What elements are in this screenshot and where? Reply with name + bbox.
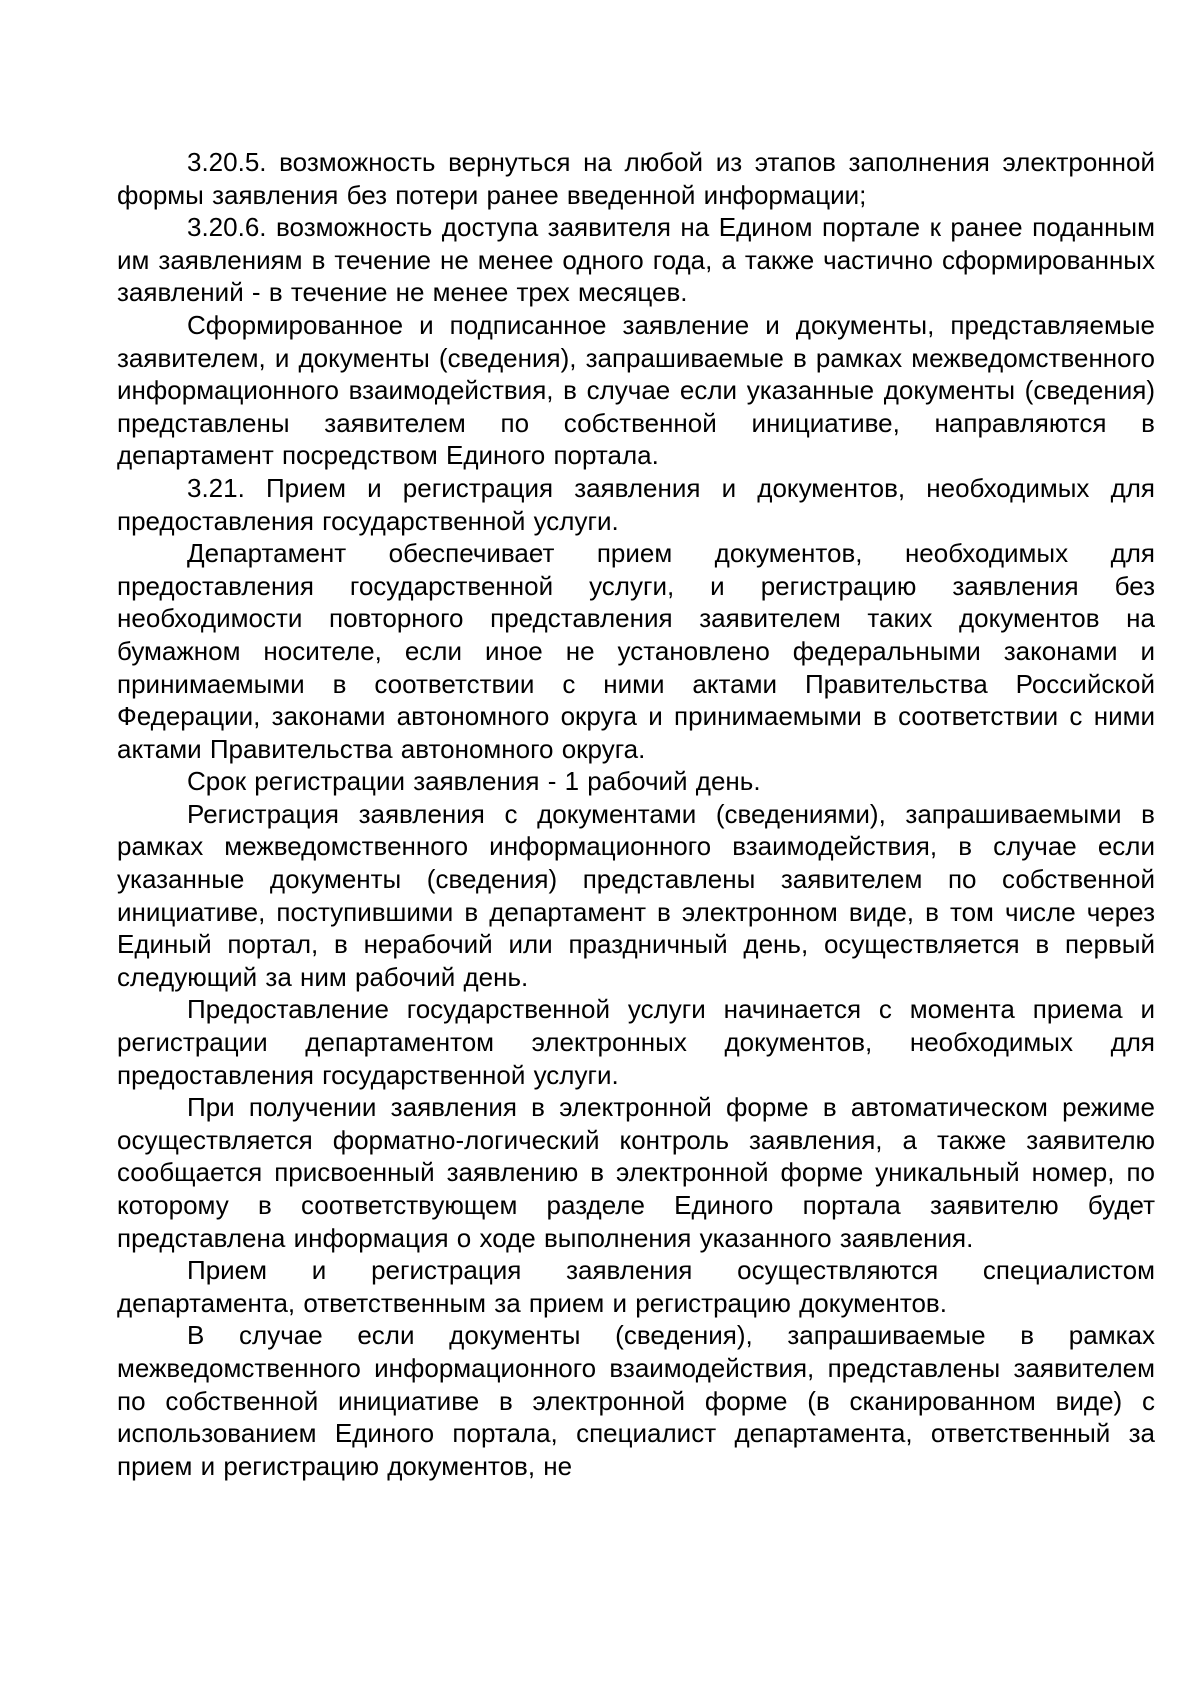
paragraph-format-control: При получении заявления в электронной форме в автоматическом режиме осуществляется форматно-логический контроль заявления, а также заявителю сообщается присвоенный заявлению в электронной форме уникальный номер, по которому в соответствующем разделе Единого портала заявителю будет представлена информация о ходе выполнения указанного заявления. xyxy=(117,1092,1155,1253)
paragraph-submission: Сформированное и подписанное заявление и документы, представляемые заявителем, и документы (сведения), запрашиваемые в рамках межведомственного информационного взаимодействия, в случае если указанные документы (сведения) представлены заявителем по собственной инициативе, направляются в департамент посредством Единого портала. xyxy=(117,309,1155,471)
paragraph-department-reception: Департамент обеспечивает прием документов, необходимых для предоставления государственной услуги, и регистрацию заявления без необходимости повторного представления заявителем таких документов на бумажном носителе, если иное не установлено федеральными законами и принимаемыми в соответствии с ними актами Правительства Российской Федерации, законами автономного округа и принимаемыми в соответствии с ними актами Правительства автономного округа. xyxy=(117,538,1155,764)
paragraph-service-start: Предоставление государственной услуги начинается с момента приема и регистрации департаментом электронных документов, необходимых для предоставления государственной услуги. xyxy=(117,994,1155,1090)
paragraph-registration-holiday: Регистрация заявления с документами (сведениями), запрашиваемыми в рамках межведомственного информационного взаимодействия, в случае если указанные документы (сведения) представлены заявителем по собственной инициативе, поступившими в департамент в электронном виде, в том числе через Единый портал, в нерабочий или праздничный день, осуществляется в первый следующий за ним рабочий день. xyxy=(117,798,1155,992)
paragraph-3-21: 3.21. Прием и регистрация заявления и документов, необходимых для предоставления государственной услуги. xyxy=(117,472,1155,536)
paragraph-3-20-5: 3.20.5. возможность вернуться на любой из этапов заполнения электронной формы заявления без потери ранее введенной информации; xyxy=(117,147,1155,210)
paragraph-scanned-documents: В случае если документы (сведения), запрашиваемые в рамках межведомственного информационного взаимодействия, представлены заявителем по собственной инициативе в электронной форме (в сканированном виде) с использованием Единого портала, специалист департамента, ответственный за прием и регистрацию документов, не xyxy=(117,1320,1155,1481)
document-page xyxy=(117,146,1155,1482)
paragraph-specialist: Прием и регистрация заявления осуществляются специалистом департамента, ответственным за прием и регистрацию документов. xyxy=(117,1255,1155,1318)
paragraph-3-20-6: 3.20.6. возможность доступа заявителя на Едином портале к ранее поданным им заявлениям в течение не менее одного года, а также частично сформированных заявлений - в течение не менее трех месяцев. xyxy=(117,212,1155,308)
paragraph-registration-term: Срок регистрации заявления - 1 рабочий день. xyxy=(187,766,761,797)
